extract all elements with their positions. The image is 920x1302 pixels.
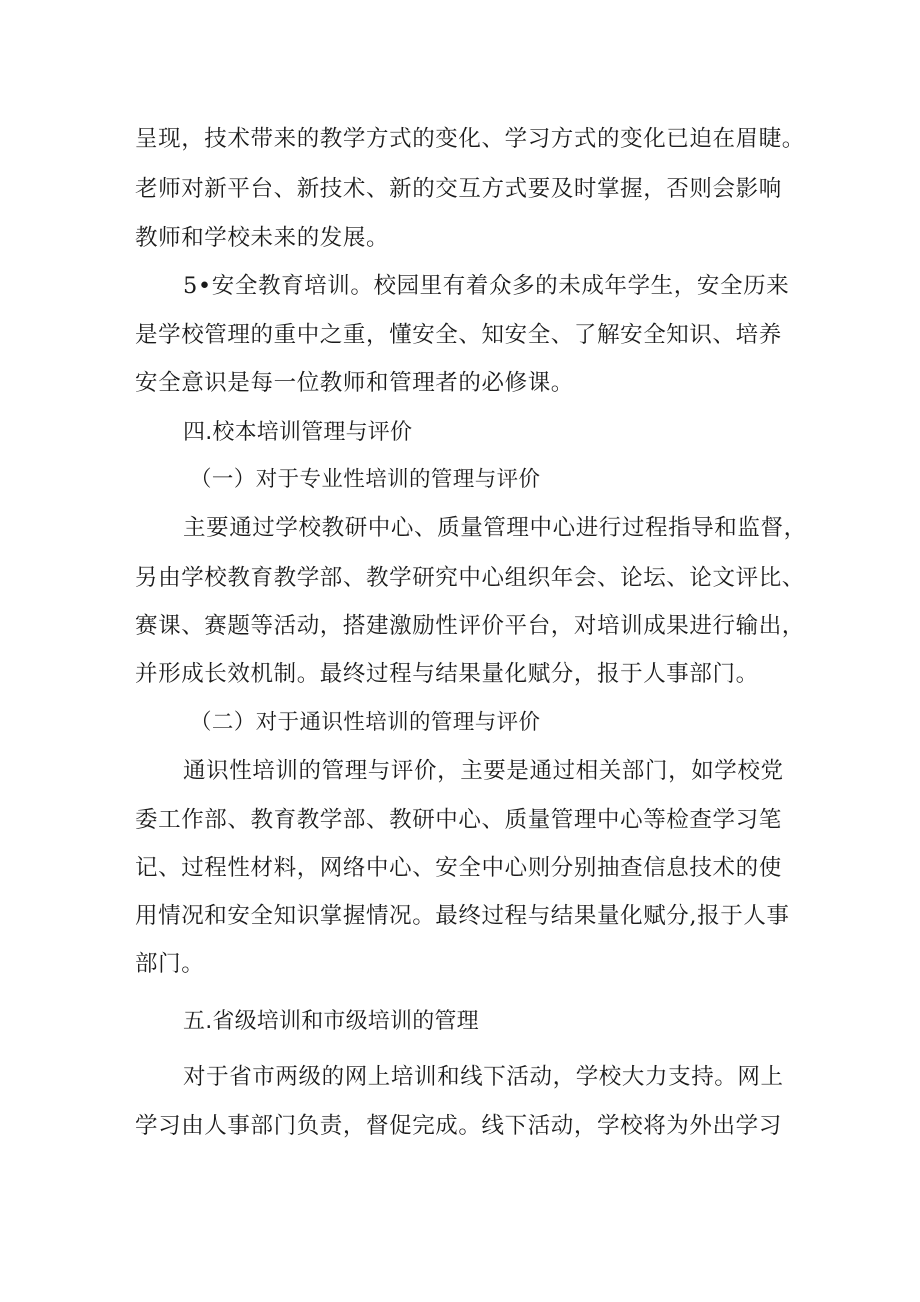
paragraph-line — [0, 944, 920, 984]
section-heading-text: 四.校本培训管理与评价 — [183, 420, 413, 445]
paragraph-line — [0, 1106, 920, 1146]
paragraph-text: 主要通过学校教研中心、质量管理中心进行过程指导和监督， — [183, 515, 807, 541]
paragraph-text: 部门。 — [135, 951, 205, 977]
paragraph-text: 是学校管理的重中之重，懂安全、知安全、了解安全知识、培养 — [135, 322, 782, 348]
paragraph-line — [0, 848, 920, 888]
paragraph-text: 对于省市两级的网上培训和线下活动，学校大力支持。网上 — [183, 1064, 784, 1090]
paragraph-line — [0, 896, 920, 936]
paragraph-line — [0, 606, 920, 646]
paragraph-line — [0, 169, 920, 209]
paragraph-text: 通识性培训的管理与评价，主要是通过相关部门，如学校党 — [183, 758, 784, 784]
paragraph-text: 委工作部、教育教学部、教研中心、质量管理中心等检查学习笔 — [135, 807, 782, 833]
section-heading — [0, 413, 920, 453]
paragraph-text: 并形成长效机制。最终过程与结果量化赋分，报于人事部门。 — [135, 661, 759, 687]
paragraph-text: 学习由人事部门负责，督促完成。线下活动，学校将为外出学习 — [135, 1113, 782, 1139]
paragraph-line — [0, 119, 920, 159]
paragraph-line — [0, 363, 920, 403]
paragraph-line — [0, 1057, 920, 1097]
paragraph-line — [0, 751, 920, 791]
paragraph-line — [0, 508, 920, 548]
paragraph-text: 另由学校教育教学部、教学研究中心组织年会、论坛、论文评比、 — [135, 565, 805, 591]
subsection-heading — [0, 460, 920, 500]
paragraph-text: 用情况和安全知识掌握情况。最终过程与结果量化赋分,报于人事 — [135, 903, 790, 929]
section-heading — [0, 1002, 920, 1042]
paragraph-line — [0, 266, 920, 306]
paragraph-line — [0, 654, 920, 694]
paragraph-text: 安全意识是每一位教师和管理者的必修课。 — [135, 370, 574, 396]
paragraph-text: 记、过程性材料，网络中心、安全中心则分别抽查信息技术的使 — [135, 855, 782, 881]
paragraph-text: 赛课、赛题等活动，搭建激励性评价平台，对培训成果进行输出， — [135, 613, 805, 639]
section-heading-text: 五.省级培训和市级培训的管理 — [183, 1009, 479, 1034]
subsection-heading — [0, 703, 920, 743]
paragraph-line — [0, 218, 920, 258]
paragraph-line — [0, 800, 920, 840]
paragraph-line — [0, 315, 920, 355]
paragraph-text: 教师和学校未来的发展。 — [135, 225, 390, 251]
subsection-heading-text: （一）对于专业性培训的管理与评价 — [190, 467, 541, 492]
paragraph-text: 老师对新平台、新技术、新的交互方式要及时掌握，否则会影响 — [135, 176, 782, 202]
paragraph-text: 5•安全教育培训。校园里有着众多的未成年学生，安全历来 — [183, 273, 790, 299]
paragraph-line — [0, 558, 920, 598]
paragraph-text: 呈现，技术带来的教学方式的变化、学习方式的变化已迫在眉睫。 — [135, 126, 805, 152]
subsection-heading-text: （二）对于通识性培训的管理与评价 — [190, 710, 541, 735]
